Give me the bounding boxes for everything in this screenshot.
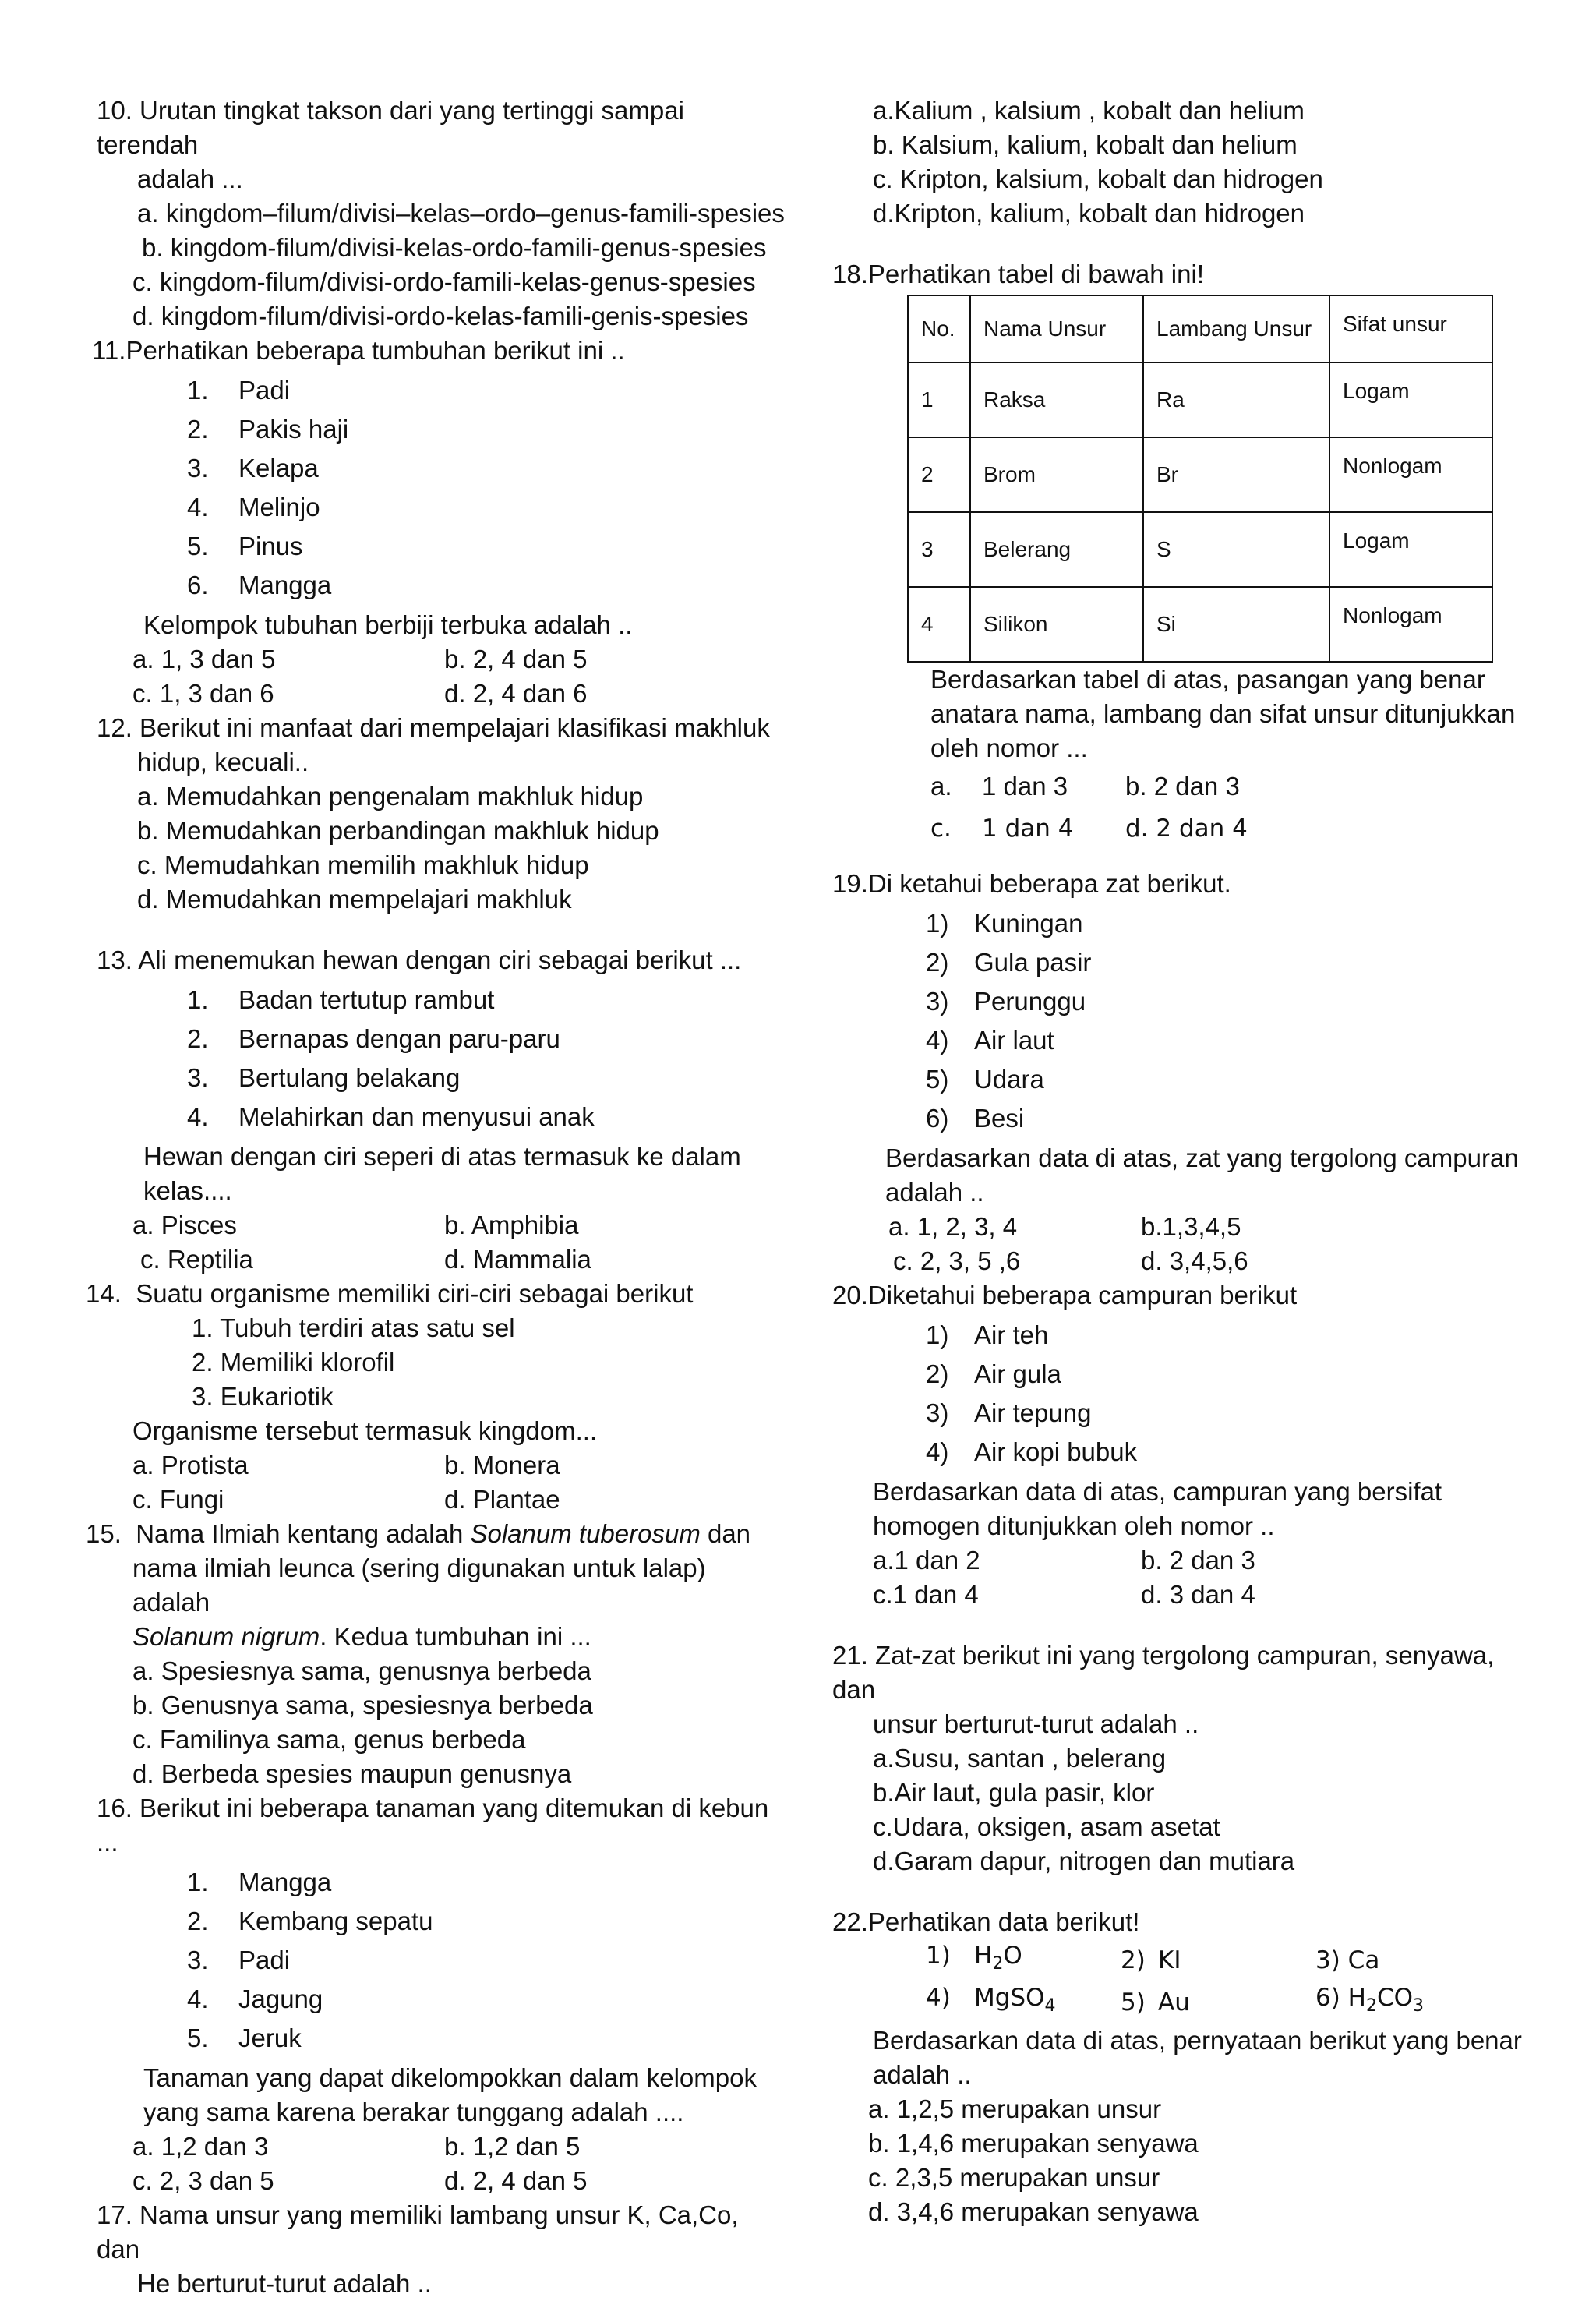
question-number: 22. <box>832 1907 868 1936</box>
list-item: 3) Air tepung <box>926 1398 1092 1427</box>
question-text-cont: He berturut-turut adalah .. <box>137 2269 432 2298</box>
formula: MgSO$_4$ <box>974 1984 1056 2016</box>
trait-list <box>86 981 787 1136</box>
question-text: Berikut ini beberapa tanaman yang ditemukan di kebun ... <box>97 1794 769 1857</box>
question-18 <box>832 257 1534 850</box>
question-11 <box>86 334 787 711</box>
question-12 <box>86 711 787 917</box>
question-prompt-cont: oleh nomor ... <box>930 733 1088 762</box>
option-a: a. Spesiesnya sama, genusnya berbeda <box>132 1656 591 1685</box>
question-text: Diketahui beberapa campuran berikut <box>867 1281 1298 1310</box>
table-cell: Nonlogam <box>1329 437 1492 512</box>
question-prompt: Berdasarkan data di atas, pernyataan berikut yang benar <box>873 2026 1522 2055</box>
option-b: b. 1,2 dan 5 <box>444 2132 581 2161</box>
option-c: c. Memudahkan memilih makhluk hidup <box>137 850 589 879</box>
table-header: Sifat unsur <box>1329 295 1492 362</box>
table-row <box>908 587 1492 662</box>
list-item: 1. Badan tertutup rambut <box>187 985 495 1014</box>
option-c: c. 2, 3 dan 5 <box>132 2166 274 2195</box>
question-number: 14. <box>86 1279 122 1308</box>
option-c-label: c. <box>930 815 952 843</box>
question-22 <box>832 1905 1534 2229</box>
option-d: d. 2, 4 dan 5 <box>444 2166 588 2195</box>
trait-item: 1. Tubuh terdiri atas satu sel <box>192 1313 515 1342</box>
options-row <box>86 1448 787 1483</box>
option-b: b. Monera <box>444 1451 560 1479</box>
question-text-cont: hidup, kecuali.. <box>137 748 309 776</box>
options-row <box>832 808 1534 850</box>
option-d: d. Memudahkan mempelajari makhluk <box>137 885 572 914</box>
options-row <box>832 1578 1534 1612</box>
trait-item: 3. Eukariotik <box>192 1382 334 1411</box>
option-a: a.Kalium , kalsium , kobalt dan helium <box>873 96 1305 125</box>
question-prompt-cont: yang sama karena berakar tunggang adalah .... <box>143 2098 684 2126</box>
question-text: Perhatikan data berikut! <box>867 1907 1140 1936</box>
list-item: 2. Kembang sepatu <box>187 1907 433 1935</box>
table-header: No. <box>908 295 970 362</box>
question-number: 17. <box>97 2200 132 2229</box>
question-number: 18. <box>832 260 868 288</box>
table-cell: Br <box>1143 437 1329 512</box>
question-prompt-cont: anatara nama, lambang dan sifat unsur ditunjukkan <box>930 699 1516 728</box>
options-row <box>86 677 787 711</box>
option-d: d. Mammalia <box>444 1245 591 1274</box>
option-c: c. 1, 3 dan 6 <box>132 679 274 708</box>
question-text: Urutan tingkat takson dari yang tertinggi sampai terendah <box>97 96 684 159</box>
options-row <box>86 1483 787 1517</box>
option-a: 1 dan 3 <box>982 772 1068 801</box>
question-14 <box>86 1277 787 1517</box>
list-item: 4. Melinjo <box>187 493 320 521</box>
substance-list <box>832 904 1534 1138</box>
question-16 <box>86 1791 787 2198</box>
table-cell: Ra <box>1143 362 1329 437</box>
option-d: d.Garam dapur, nitrogen dan mutiara <box>873 1847 1295 1875</box>
question-19 <box>832 867 1534 1278</box>
question-text: Zat-zat berikut ini yang tergolong campuran, senyawa, dan <box>832 1641 1495 1704</box>
options-row <box>832 1244 1534 1278</box>
question-17-options <box>832 94 1534 231</box>
option-d: d. 3,4,5,6 <box>1141 1246 1248 1275</box>
options-row <box>86 1242 787 1277</box>
option-c: c.1 dan 4 <box>873 1580 979 1609</box>
question-prompt: Hewan dengan ciri seperi di atas termasuk ke dalam <box>143 1142 741 1171</box>
question-number: 20. <box>832 1281 868 1310</box>
question-text-cont: nama ilmiah leunca (sering digunakan untuk lalap) adalah <box>132 1553 706 1617</box>
formula: $H_2O$ <box>974 1942 1022 1974</box>
table-header: Nama Unsur <box>970 295 1143 362</box>
question-prompt-cont: adalah .. <box>885 1178 984 1207</box>
option-a: a.Susu, santan , belerang <box>873 1744 1167 1773</box>
question-text: Ali menemukan hewan dengan ciri sebagai berikut ... <box>138 945 742 974</box>
option-b: b.1,3,4,5 <box>1141 1212 1241 1241</box>
table-row <box>908 512 1492 587</box>
option-c: 1 dan 4 <box>982 815 1074 843</box>
option-d: d. 3,4,6 merupakan senyawa <box>868 2197 1199 2226</box>
option-a: a.1 dan 2 <box>873 1546 980 1575</box>
list-item: 5) Udara <box>926 1065 1044 1094</box>
option-d: d. kingdom-filum/divisi-ordo-kelas-famili-genis-spesies <box>132 302 749 330</box>
table-cell: Logam <box>1329 512 1492 587</box>
question-number: 13. <box>97 945 132 974</box>
list-item: 3. Kelapa <box>187 454 319 482</box>
table-cell: Nonlogam <box>1329 587 1492 662</box>
option-a: a. Memudahkan pengenalam makhluk hidup <box>137 782 644 811</box>
option-a: a. 1,2 dan 3 <box>132 2132 269 2161</box>
list-item: 2. Bernapas dengan paru-paru <box>187 1024 560 1053</box>
list-item: 1. Padi <box>187 376 291 405</box>
list-item: 4. Jagung <box>187 1985 323 2013</box>
question-number: 12. <box>97 713 132 742</box>
question-prompt-cont: kelas.... <box>143 1176 232 1205</box>
question-number: 11. <box>92 336 126 365</box>
question-prompt: Organisme tersebut termasuk kingdom... <box>132 1416 598 1445</box>
table-cell: 1 <box>908 362 970 437</box>
option-b: b. Kalsium, kalium, kobalt dan helium <box>873 130 1298 159</box>
question-text: Nama unsur yang memiliki lambang unsur K, Ca,Co, dan <box>97 2200 739 2264</box>
question-20 <box>832 1278 1534 1612</box>
option-b: b. 2, 4 dan 5 <box>444 645 588 673</box>
question-text: Berikut ini manfaat dari mempelajari klasifikasi makhluk <box>139 713 770 742</box>
table-cell: Logam <box>1329 362 1492 437</box>
mixture-list <box>832 1316 1534 1472</box>
option-c: c. Reptilia <box>140 1245 253 1274</box>
list-item: 6. Mangga <box>187 571 332 599</box>
question-13 <box>86 943 787 1277</box>
list-item: 1. Mangga <box>187 1868 332 1896</box>
question-prompt-cont: adalah .. <box>873 2060 972 2089</box>
option-c: c. Fungi <box>132 1485 224 1514</box>
option-a: a. 1, 3 dan 5 <box>132 645 276 673</box>
option-c: c. 2,3,5 merupakan unsur <box>868 2163 1160 2192</box>
list-item: 5. Jeruk <box>187 2024 302 2052</box>
option-b: b. Memudahkan perbandingan makhluk hidup <box>137 816 659 845</box>
option-a: a. 1,2,5 merupakan unsur <box>868 2094 1162 2123</box>
question-text: Perhatikan beberapa tumbuhan berikut ini .. <box>125 336 625 365</box>
table-cell: 3 <box>908 512 970 587</box>
options-row <box>86 2130 787 2164</box>
list-item: 2) Air gula <box>926 1359 1061 1388</box>
scientific-name: Solanum tuberosum <box>470 1519 701 1548</box>
option-a: a. kingdom–filum/divisi–kelas–ordo–genus-famili-spesies <box>137 199 785 228</box>
table-header-row <box>908 295 1492 362</box>
option-a-label: a. <box>930 772 952 801</box>
list-item: 5. Pinus <box>187 532 303 560</box>
option-d: d. 3 dan 4 <box>1141 1580 1255 1609</box>
question-prompt: Tanaman yang dapat dikelompokkan dalam kelompok <box>143 2063 757 2092</box>
table-cell: Si <box>1143 587 1329 662</box>
question-text-cont: unsur berturut-turut adalah .. <box>873 1709 1199 1738</box>
trait-item: 2. Memiliki klorofil <box>192 1348 395 1377</box>
list-item: 4. Melahirkan dan menyusui anak <box>187 1102 595 1131</box>
option-a: a. Pisces <box>132 1211 237 1239</box>
formula: Au <box>1158 1988 1190 2016</box>
option-d: d. 2, 4 dan 6 <box>444 679 588 708</box>
question-text: Suatu organisme memiliki ciri-ciri sebagai berikut <box>136 1279 694 1308</box>
question-number: 19. <box>832 869 868 898</box>
table-cell: 2 <box>908 437 970 512</box>
formula: KI <box>1158 1946 1181 1974</box>
table-cell: Brom <box>970 437 1143 512</box>
option-b: b. 1,4,6 merupakan senyawa <box>868 2129 1199 2158</box>
list-item: 4) Air kopi bubuk <box>926 1437 1138 1466</box>
table-row <box>908 362 1492 437</box>
question-prompt: Berdasarkan data di atas, campuran yang bersifat <box>873 1477 1442 1506</box>
option-d: d.Kripton, kalium, kobalt dan hidrogen <box>873 199 1305 228</box>
question-21 <box>832 1638 1534 1879</box>
table-cell: Belerang <box>970 512 1143 587</box>
formula: 3) Ca <box>1315 1946 1380 1974</box>
table-header: Lambang Unsur <box>1143 295 1329 362</box>
table-cell: S <box>1143 512 1329 587</box>
question-10 <box>86 94 787 334</box>
option-b: b. 2 dan 3 <box>1141 1546 1255 1575</box>
option-c: c. 2, 3, 5 ,6 <box>893 1246 1021 1275</box>
options-row <box>832 1210 1534 1244</box>
question-number: 15. <box>86 1519 122 1548</box>
option-c: c.Udara, oksigen, asam asetat <box>873 1812 1220 1841</box>
list-item: 3. Bertulang belakang <box>187 1063 461 1092</box>
element-table <box>907 295 1493 663</box>
formula-row: 4) MgSO$_4$ 5) Au 6) $H_2CO_3$ <box>832 1981 1534 2024</box>
options-row <box>832 1543 1534 1578</box>
list-item: 1) Kuningan <box>926 909 1083 938</box>
list-item: 4) Air laut <box>926 1026 1054 1055</box>
list-item: 3) Perunggu <box>926 987 1086 1016</box>
option-b: b. kingdom-filum/divisi-kelas-ordo-famili-genus-spesies <box>142 233 767 262</box>
question-prompt: Berdasarkan data di atas, zat yang tergolong campuran <box>885 1143 1519 1172</box>
list-item: 6) Besi <box>926 1104 1025 1133</box>
option-a: a. Protista <box>132 1451 249 1479</box>
list-item: 1) Air teh <box>926 1320 1049 1349</box>
option-b: b. Genusnya sama, spesiesnya berbeda <box>132 1691 593 1720</box>
question-text: Di ketahui beberapa zat berikut. <box>867 869 1231 898</box>
table-cell: Raksa <box>970 362 1143 437</box>
question-number: 21. <box>832 1641 868 1670</box>
plant-list <box>86 1863 787 2058</box>
question-prompt-cont: homogen ditunjukkan oleh nomor .. <box>873 1511 1275 1540</box>
option-d: d. Berbeda spesies maupun genusnya <box>132 1759 572 1788</box>
option-c: c. Kripton, kalsium, kobalt dan hidrogen <box>873 164 1323 193</box>
option-b: b.Air laut, gula pasir, klor <box>873 1778 1155 1807</box>
options-row <box>86 2164 787 2198</box>
option-c: c. Familinya sama, genus berbeda <box>132 1725 526 1754</box>
right-column <box>832 94 1534 2229</box>
question-prompt: Berdasarkan tabel di atas, pasangan yang benar <box>930 665 1485 694</box>
options-row <box>832 765 1534 808</box>
options-row <box>86 1208 787 1242</box>
question-15: 15. Nama Ilmiah kentang adalah Solanum tuberosum dan nama ilmiah leunca (sering digunakan untuk lalap) adalah Solanum nigrum. Kedua tumbuhan ini ... a. Spesiesnya sama, genusnya berbeda b. Genusnya sama, spesiesnya berbeda c. Familinya sama, genus berbeda d. Berbeda spesies maupun genusnya <box>86 1517 787 1791</box>
list-item: 3. Padi <box>187 1946 291 1974</box>
list-item: 2. Pakis haji <box>187 415 349 444</box>
list-item: 2) Gula pasir <box>926 948 1092 977</box>
option-d: d. 2 dan 4 <box>1125 815 1248 843</box>
table-cell: Silikon <box>970 587 1143 662</box>
option-d: d. Plantae <box>444 1485 560 1514</box>
scientific-name: Solanum nigrum <box>132 1622 320 1651</box>
option-b: b. 2 dan 3 <box>1125 772 1240 801</box>
formula: 6) $H_2CO_3$ <box>1315 1984 1425 2016</box>
options-row <box>86 642 787 677</box>
table-row <box>908 437 1492 512</box>
left-column <box>86 94 787 2301</box>
question-text: Perhatikan tabel di bawah ini! <box>867 260 1204 288</box>
plant-list <box>86 371 787 605</box>
question-number: 10. <box>97 96 132 125</box>
question-17 <box>86 2198 787 2301</box>
option-a: a. 1, 2, 3, 4 <box>888 1212 1018 1241</box>
formula-row: 1) $H_2O$ 2) KI 3) Ca <box>832 1939 1534 1981</box>
option-c: c. kingdom-filum/divisi-ordo-famili-kelas-genus-spesies <box>132 267 756 296</box>
question-number: 16. <box>97 1794 132 1822</box>
question-prompt: Kelompok tubuhan berbiji terbuka adalah .. <box>143 610 633 639</box>
table-cell: 4 <box>908 587 970 662</box>
question-text-cont: adalah ... <box>137 164 243 193</box>
option-b: b. Amphibia <box>444 1211 579 1239</box>
